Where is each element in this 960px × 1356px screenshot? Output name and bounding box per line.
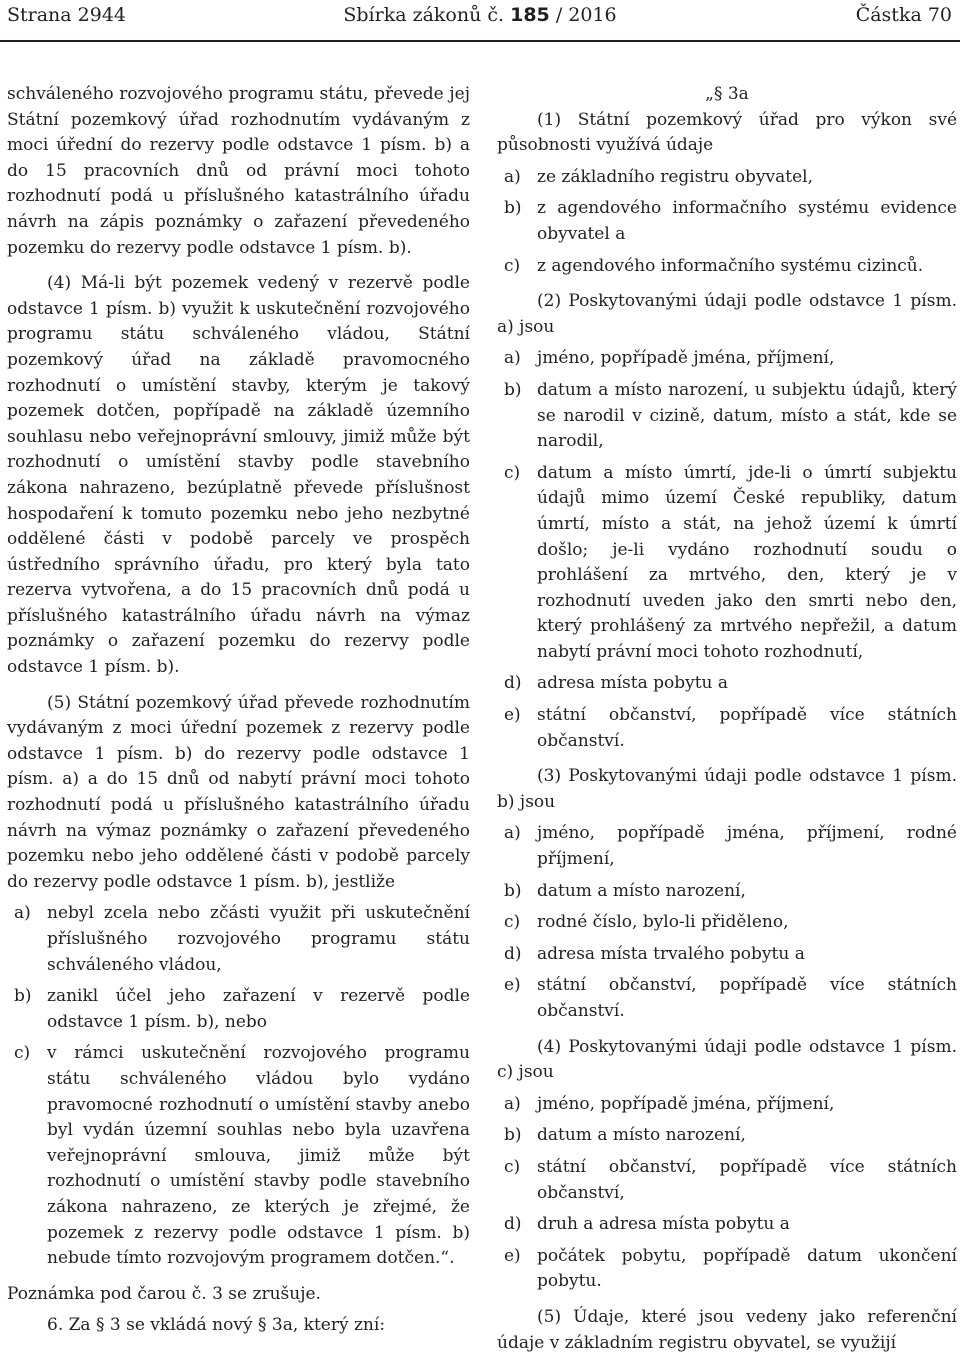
list-item — [497, 1244, 957, 1295]
right-column — [497, 82, 957, 1356]
item-marker: a) — [504, 348, 521, 369]
item-marker: c) — [504, 255, 521, 276]
list-item — [497, 942, 957, 968]
item-marker: e) — [504, 705, 521, 726]
item-marker: a) — [504, 1093, 521, 1114]
list-item — [7, 984, 470, 1035]
item-marker: c) — [504, 912, 521, 933]
item-text: státní občanství, popřípadě více státních občanství, — [537, 1156, 957, 1203]
item-marker: a) — [14, 903, 31, 924]
item-text: státní občanství, popřípadě více státních občanství. — [537, 705, 957, 751]
list-item — [497, 346, 957, 372]
item-marker: b) — [504, 198, 522, 219]
list-item — [497, 1155, 957, 1206]
item-text: datum a místo narození, — [537, 1125, 746, 1146]
paragraph-5: (5) Státní pozemkový úřad převede rozhodnutím vydávaným z moci úřední pozemek z rezervy podle odstavce 1 písm. b) do rezervy podle odstavce 1 písm. a) a do 15 dnů od nabytí právní moci tohoto rozhodnutí podá u příslušného katastrálního úřadu návrh na výmaz poznámky o zařazení převedeného pozemku nebo jeho oddělené části v podobě parcely do rezervy podle odstavce 1 písm. b), jestliže — [7, 692, 470, 892]
item-text: z agendového informačního systému cizinců. — [537, 255, 924, 276]
paragraph-3: (3) Poskytovanými údaji podle odstavce 1 písm. b) jsou — [497, 766, 957, 812]
page-header — [0, 0, 960, 30]
item-text: adresa místa pobytu a — [537, 673, 729, 694]
list-item — [497, 703, 957, 754]
item-text: nebyl zcela nebo zčásti využit při uskutečnění příslušného rozvojového programu státu schváleného vládou, — [47, 903, 470, 975]
header-rule — [0, 40, 960, 42]
list-item — [497, 1212, 957, 1238]
item-text: zanikl účel jeho zařazení v rezervě podle odstavce 1 písm. b), nebo — [47, 986, 470, 1032]
section-heading: „§ 3a — [705, 84, 749, 104]
list-item — [497, 821, 957, 872]
paragraph-continuation: schváleného rozvojového programu státu, převede jej Státní pozemkový úřad rozhodnutím vydávaným z moci úřední do rezervy podle odstavce 1 písm. b) a do 15 pracovních dnů od právní moci tohoto rozhodnutí podá u příslušného katastrálního úřadu návrh na zápis poznámky o zařazení převedeného pozemku do rezervy podle odstavce 1 písm. b). — [7, 84, 470, 258]
footnote-note: Poznámka pod čarou č. 3 se zrušuje. — [7, 1283, 321, 1304]
list-item — [497, 671, 957, 697]
item-text: datum a místo úmrtí, jde-li o úmrtí subjektu údajů mimo území České republiky, datum úmrtí, místo a stát, na jehož území k úmrtí došlo; je-li vydáno rozhodnutí soudu o prohlášení za mrtvého, den, který je v rozhodnutí uveden jako den smrti nebo den, který prohlášený za mrtvého nepřežil, a datum nabytí právní moci tohoto rozhodnutí, — [537, 462, 957, 662]
item-marker: b) — [504, 880, 522, 901]
item-text: jméno, popřípadě jména, příjmení, — [537, 1093, 835, 1114]
item-marker: b) — [14, 986, 32, 1007]
paragraph-1: (1) Státní pozemkový úřad pro výkon své působnosti využívá údaje — [497, 109, 957, 156]
list-item — [497, 254, 957, 280]
item-marker: a) — [504, 823, 521, 844]
page-number: Strana 2944 — [7, 4, 127, 26]
list-item — [7, 1041, 470, 1271]
item-marker: c) — [504, 462, 521, 483]
law-number: 185 — [510, 4, 550, 26]
left-column — [7, 82, 470, 1339]
paragraph-2: (2) Poskytovanými údaji podle odstavce 1 písm. a) jsou — [497, 291, 957, 337]
item-marker: e) — [504, 1245, 521, 1266]
item-marker: b) — [504, 1125, 522, 1146]
paragraph-4-right: (4) Poskytovanými údaji podle odstavce 1 písm. c) jsou — [497, 1036, 957, 1083]
item-text: druh a adresa místa pobytu a — [537, 1214, 790, 1235]
item-text: jméno, popřípadě jména, příjmení, rodné příjmení, — [537, 823, 957, 870]
list-item — [7, 901, 470, 978]
item-marker: d) — [504, 673, 522, 694]
list-item — [497, 196, 957, 247]
list-item — [497, 910, 957, 936]
list-item — [497, 879, 957, 905]
paragraph-4: (4) Má-li být pozemek vedený v rezervě podle odstavce 1 písm. b) využit k uskutečnění rozvojového programu státu schváleného vládou, Státní pozemkový úřad na základě pravomocného rozhodnutí o umístění stavby, kterým je takový pozemek dotčen, popřípadě na základě územního souhlasu nebo veřejnoprávní smlouvy, jimiž může být rozhodnutí o umístění stavby podle stavebního zákona nahrazeno, bezúplatně převede příslušnost hospodaření k tomuto pozemku nebo jeho nezbytné oddělené části v podobě parcely ve prospěch ústředního správního úřadu, pro který byla tato rezerva vytvořena, a do 15 pracovních dnů podá u příslušného katastrálního úřadu návrh na výmaz poznámky o zařazení pozemku do rezervy podle odstavce 1 písm. b). — [7, 273, 470, 678]
item-text: jméno, popřípadě jména, příjmení, — [537, 348, 835, 369]
list-item — [497, 165, 957, 191]
item-marker: c) — [504, 1156, 521, 1177]
item-text: datum a místo narození, — [537, 880, 746, 901]
list-item — [497, 378, 957, 455]
issue-number: Částka 70 — [855, 4, 952, 26]
paragraph-5-right: (5) Údaje, které jsou vedeny jako referenční údaje v základním registru obyvatel, se využijí — [497, 1306, 957, 1353]
amendment-point-6: 6. Za § 3 se vkládá nový § 3a, který zní: — [47, 1315, 386, 1336]
item-text: v rámci uskutečnění rozvojového programu státu schváleného vládou bylo vydáno pravomocné rozhodnutí o umístění stavby anebo byl vydán územní souhlas nebo byla uzavřena veřejnoprávní smlouva, jimiž může být rozhodnutí o umístění stavby podle stavebního zákona nahrazeno, ze kterých je zřejmé, že pozemek z rezervy podle odstavce 1 písm. b) nebude tímto rozvojovým programem dotčen.“. — [47, 1043, 470, 1269]
item-text: datum a místo narození, u subjektu údajů, který se narodil v cizině, datum, místo a stát, kde se narodil, — [537, 379, 957, 452]
item-marker: d) — [504, 943, 522, 964]
item-marker: e) — [504, 975, 521, 996]
item-marker: a) — [504, 166, 521, 187]
collection-year: / 2016 — [555, 4, 617, 26]
collection-prefix: Sbírka zákonů č. — [343, 4, 505, 26]
item-marker: d) — [504, 1214, 522, 1235]
item-text: státní občanství, popřípadě více státních občanství. — [537, 975, 957, 1021]
list-item — [497, 461, 957, 666]
list-item — [497, 973, 957, 1024]
item-text: rodné číslo, bylo-li přiděleno, — [537, 912, 789, 933]
list-item — [497, 1092, 957, 1118]
item-marker: c) — [14, 1043, 31, 1064]
list-item — [497, 1123, 957, 1149]
item-text: z agendového informačního systému evidence obyvatel a — [537, 198, 957, 244]
item-text: ze základního registru obyvatel, — [537, 166, 813, 187]
item-marker: b) — [504, 379, 522, 400]
item-text: počátek pobytu, popřípadě datum ukončení pobytu. — [537, 1245, 957, 1292]
collection-title — [320, 0, 640, 30]
item-text: adresa místa trvalého pobytu a — [537, 943, 805, 964]
